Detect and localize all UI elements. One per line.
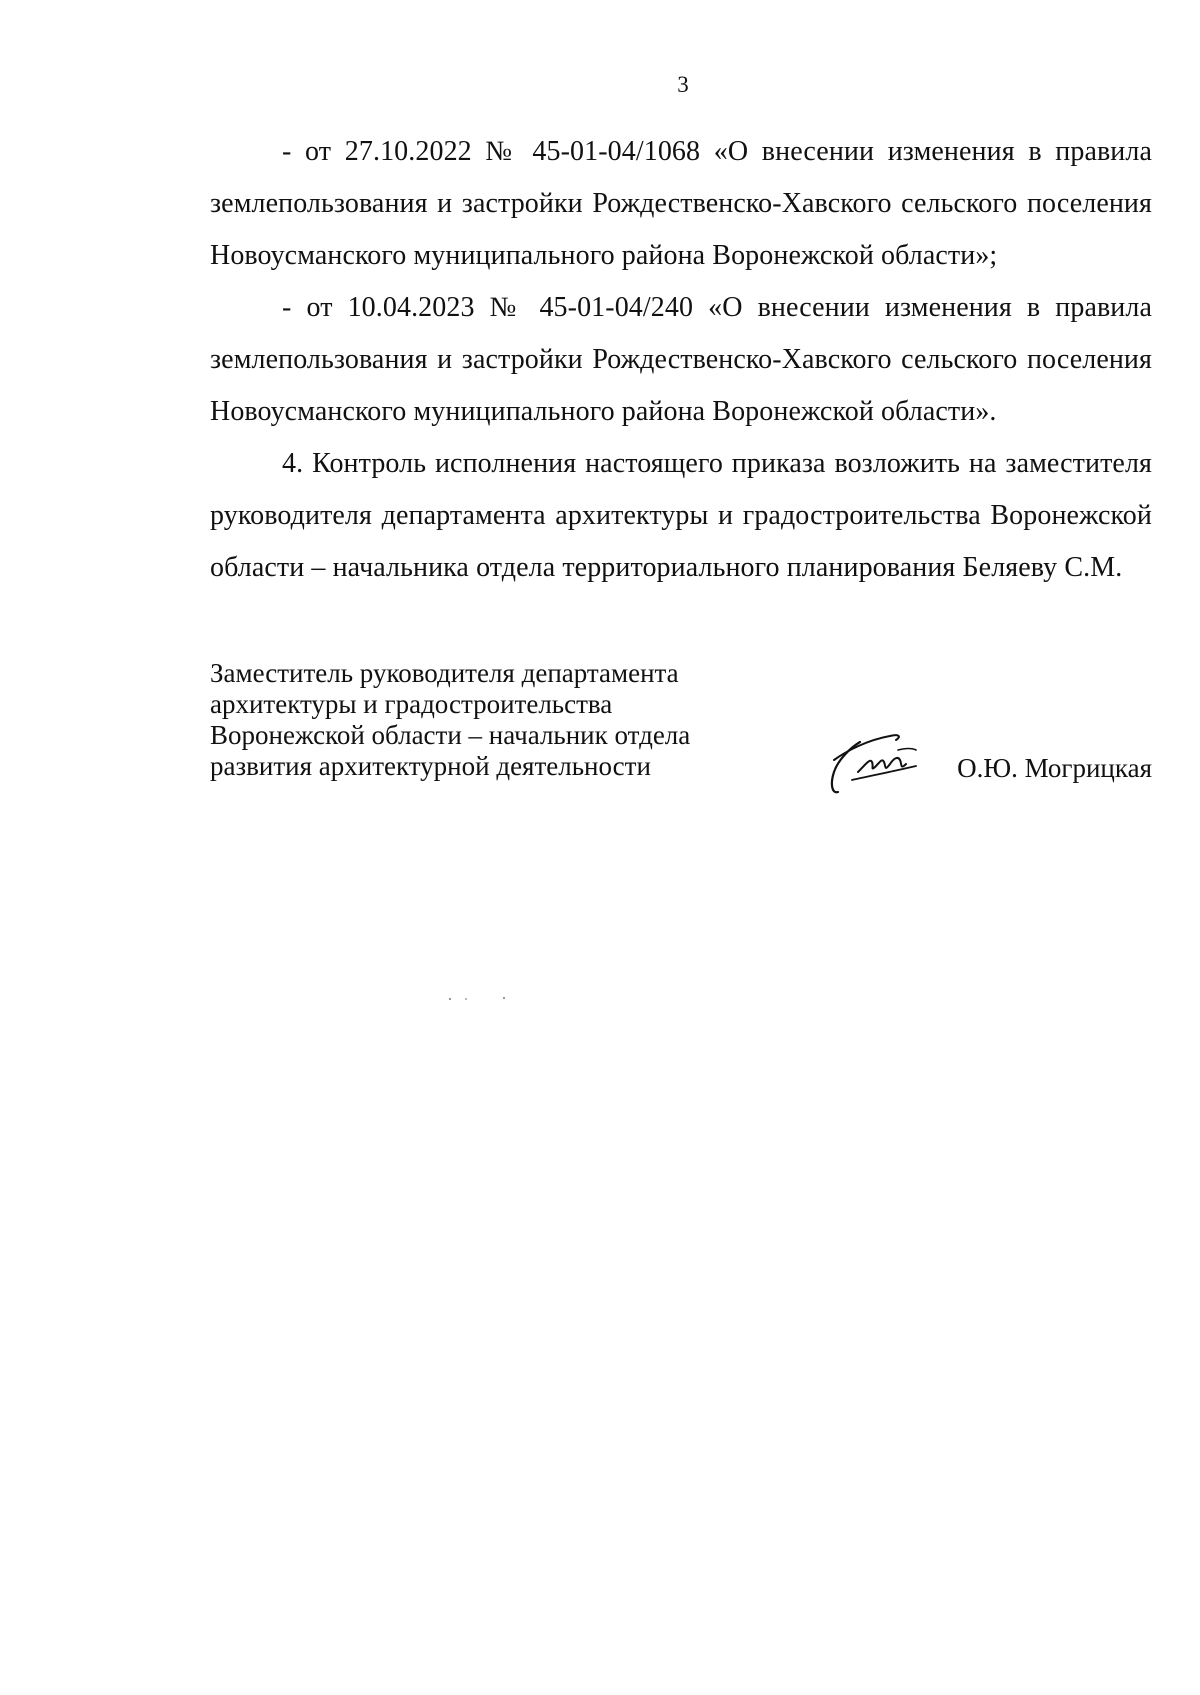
signer-position-line: Воронежской области – начальник отдела — [210, 720, 691, 750]
paragraph-amendment-2022: - от 27.10.2022 № 45-01-04/1068 «О внесении изменения в правила землепользования и застройки Рождественско-Хавского сельского поселения Новоусманского муниципального района Воронежской области»; — [210, 136, 1152, 271]
handwritten-signature — [820, 720, 940, 800]
signer-position-line: Заместитель руководителя департамента — [210, 658, 679, 688]
paragraph-amendment-2023: - от 10.04.2023 № 45-01-04/240 «О внесении изменения в правила землепользования и застройки Рождественско-Хавского сельского поселения Новоусманского муниципального района Воронежской области». — [210, 292, 1152, 427]
page-number: 3 — [677, 72, 689, 97]
document-body — [210, 126, 1152, 594]
scan-specks — [448, 996, 508, 1002]
signature-block — [210, 658, 1152, 818]
signer-position — [210, 658, 770, 782]
paragraph-control-clause: 4. Контроль исполнения настоящего приказа возложить на заместителя руководителя департамента архитектуры и градостроительства Воронежской области – начальника отдела территориального планирования Беляеву С.М. — [210, 448, 1152, 583]
signer-name: О.Ю. Могрицкая — [957, 753, 1152, 783]
signer-position-line: архитектуры и градостроительства — [210, 689, 613, 719]
signer-position-line: развития архитектурной деятельности — [210, 751, 651, 781]
